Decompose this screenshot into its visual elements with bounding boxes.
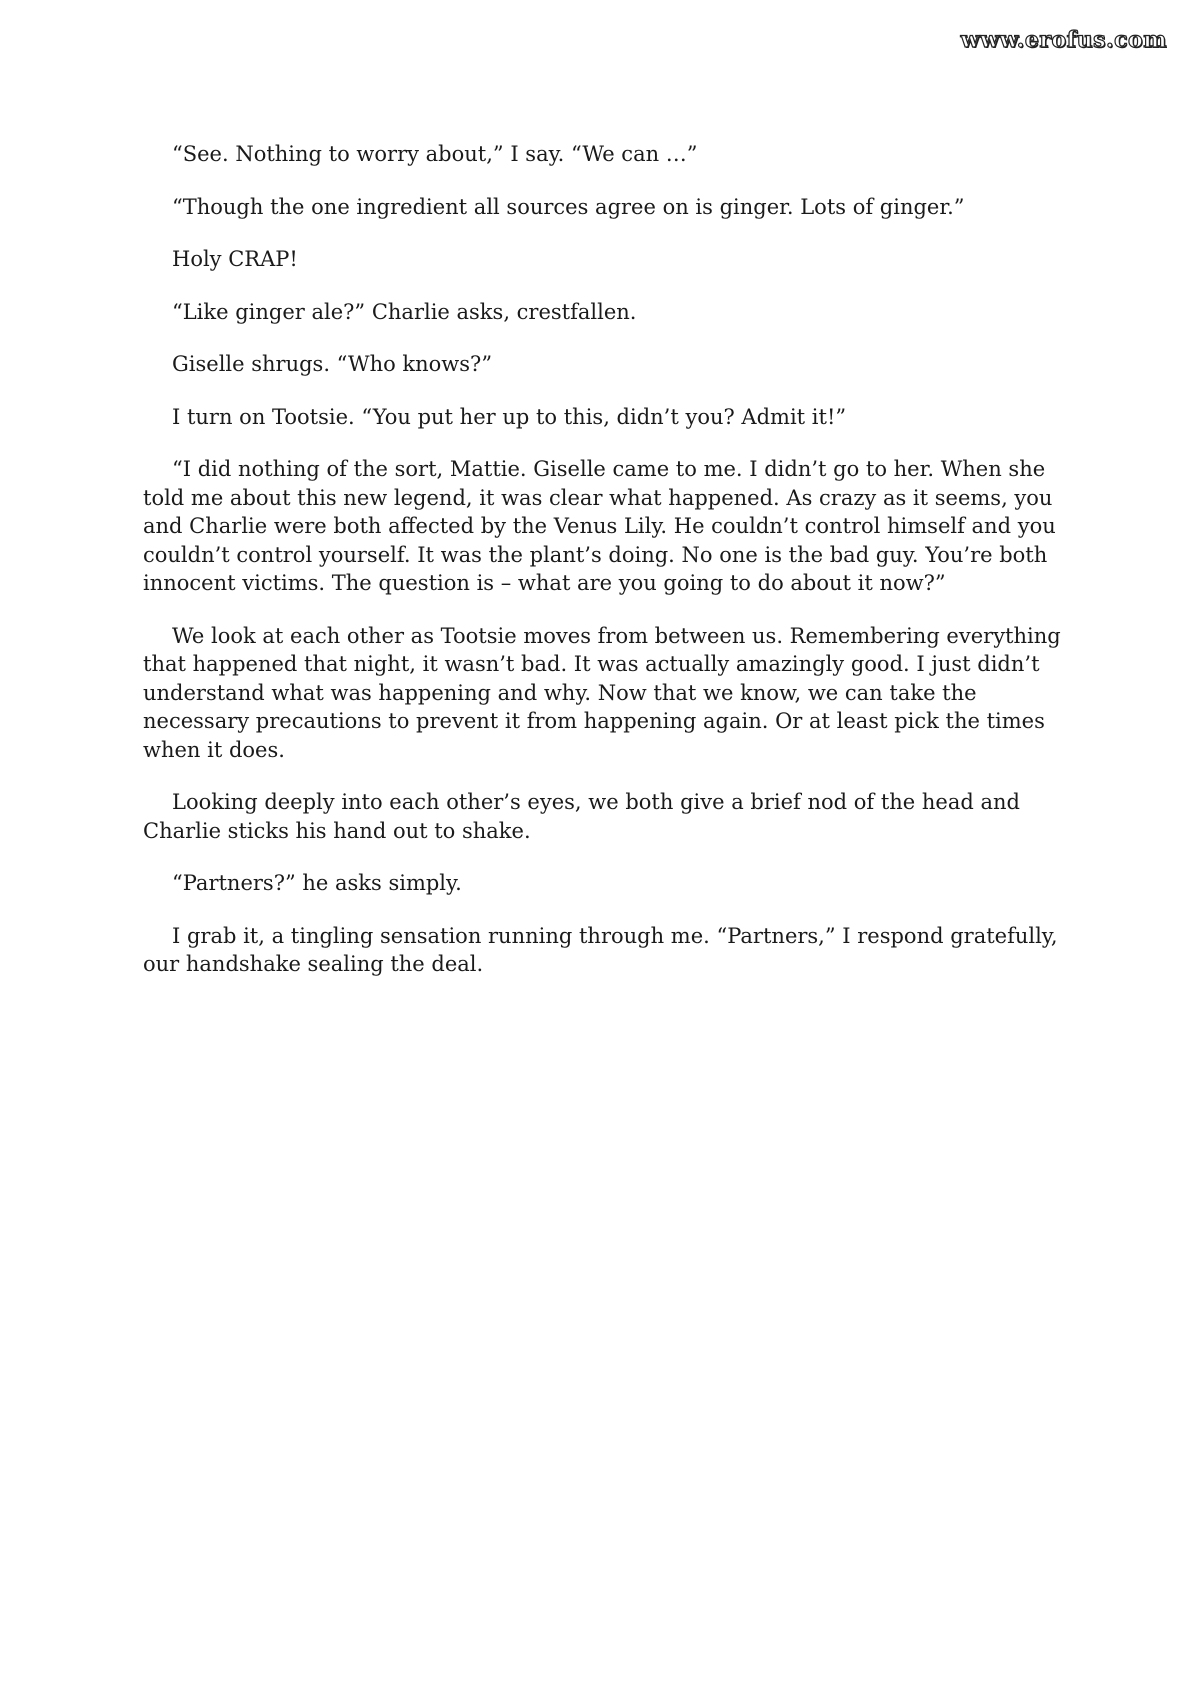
paragraph: “Partners?” he asks simply. bbox=[172, 871, 462, 895]
paragraph: I grab it, a tingling sensation running through me. “Partners,” I respond gratefully, our handshake sealing the deal. bbox=[143, 923, 1058, 976]
paragraph: “Like ginger ale?” Charlie asks, crestfallen. bbox=[172, 299, 637, 324]
paragraph: Holy CRAP! bbox=[172, 247, 298, 271]
paragraph: “I did nothing of the sort, Mattie. Giselle came to me. I didn’t go to her. When she told me about this new legend, it was clear what happened. As crazy as it seems, you and Charlie were both affected by the Venus Lily. He couldn’t control himself and you couldn’t control yourself. It was the plant’s doing. No one is the bad guy. You’re both innocent victims. The question is – what are you going to do about it now?” bbox=[143, 457, 1056, 595]
story-text bbox=[143, 140, 1073, 1003]
paragraph: We look at each other as Tootsie moves from between us. Remembering everything that happened that night, it wasn’t bad. It was actually amazingly good. I just didn’t understand what was happening and why. Now that we know, we can take the necessary precautions to prevent it from happening again. Or at least pick the times when it does. bbox=[143, 623, 1061, 762]
paragraph: “See. Nothing to worry about,” I say. “We can …” bbox=[172, 142, 698, 166]
paragraph: Giselle shrugs. “Who knows?” bbox=[172, 352, 493, 376]
paragraph: I turn on Tootsie. “You put her up to this, didn’t you? Admit it!” bbox=[172, 404, 847, 429]
paragraph: “Though the one ingredient all sources agree on is ginger. Lots of ginger.” bbox=[172, 194, 965, 219]
paragraph: Looking deeply into each other’s eyes, we both give a brief nod of the head and Charlie sticks his hand out to shake. bbox=[143, 790, 1020, 843]
watermark: www.erofus.com bbox=[960, 27, 1167, 53]
